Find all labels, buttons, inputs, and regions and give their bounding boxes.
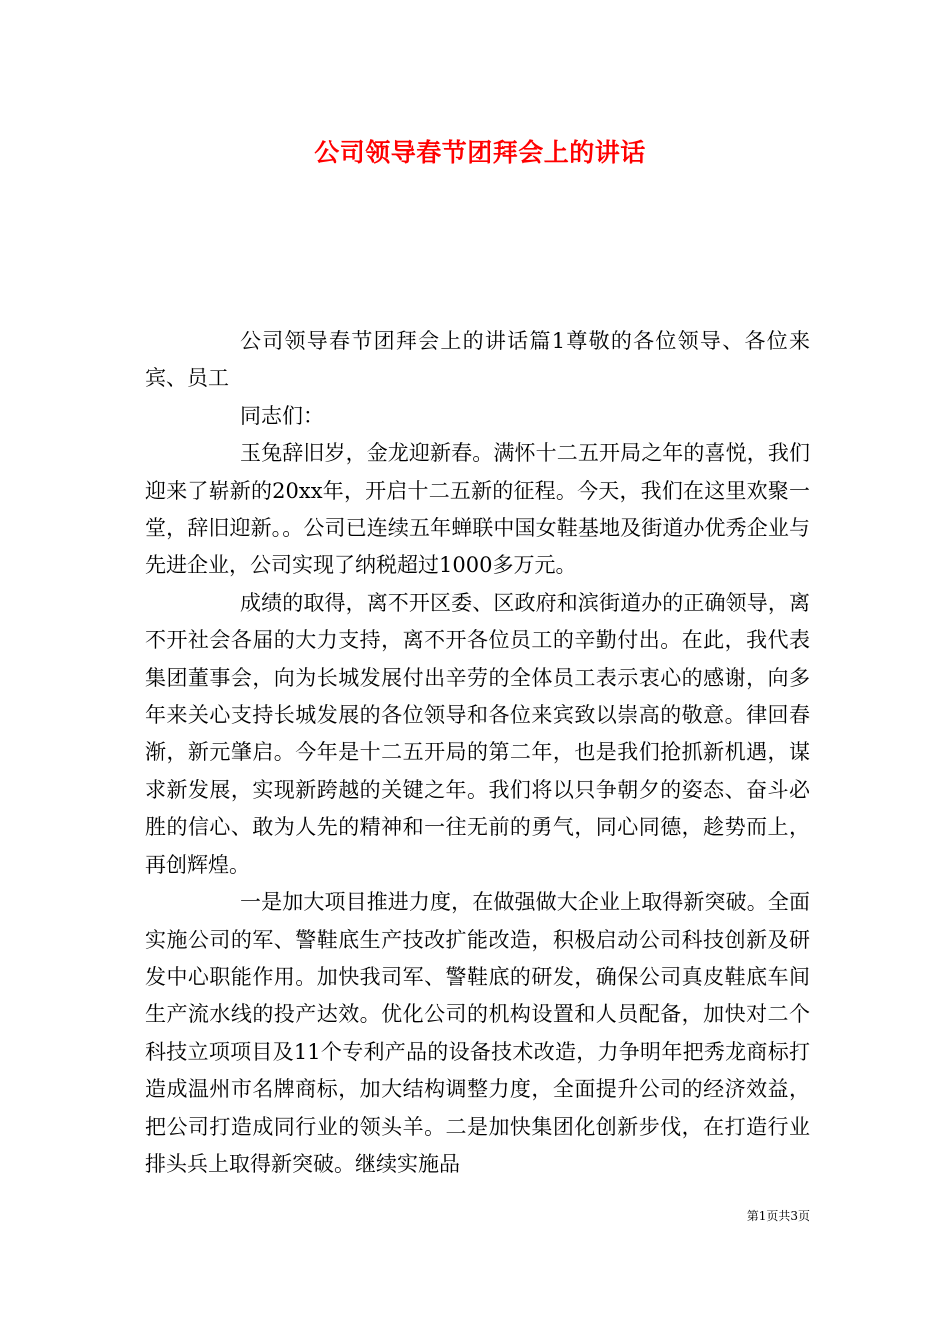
paragraph-4: 成绩的取得，离不开区委、区政府和滨街道办的正确领导，离不开社会各届的大力支持，离不开各位员工的辛勤付出。在此，我代表集团董事会，向为长城发展付出辛劳的全体员工表示衷心的感谢，向多年来关心支持长城发展的各位领导和各位来宾致以崇高的敬意。律回春渐，新元肇启。今年是十二五开局的第二年，也是我们抢抓新机遇，谋求新发展，实现新跨越的关键之年。我们将以只争朝夕的姿态、奋斗必胜的信心、敢为人先的精神和一往无前的勇气，同心同德，趁势而上，再创辉煌。 <box>145 590 810 877</box>
paragraph-2: 同志们： <box>240 403 324 428</box>
paragraph-5: 一是加大项目推进力度，在做强做大企业上取得新突破。全面实施公司的军、警鞋底生产技改扩能改造，积极启动公司科技创新及研发中心职能作用。加快我司军、警鞋底的研发，确保公司真皮鞋底车间生产流水线的投产达效。优化公司的机构设置和人员配备，加快对二个科技立项项目及11个专利产品的设备技术改造，力争明年把秀龙商标打造成温州市名牌商标，加大结构调整力度，全面提升公司的经济效益，把公司打造成同行业的领头羊。二是加快集团化创新步伐，在打造行业排头兵上取得新突破。继续实施品 <box>145 890 810 1176</box>
paragraph-1: 公司领导春节团拜会上的讲话篇1尊敬的各位领导、各位来宾、员工 <box>145 329 810 391</box>
document-body <box>145 323 810 1183</box>
paragraph-3: 玉兔辞旧岁，金龙迎新春。满怀十二五开局之年的喜悦，我们迎来了崭新的20xx年，开启十二五新的征程。今天，我们在这里欢聚一堂，辞旧迎新。。公司已连续五年蝉联中国女鞋基地及街道办优秀企业与先进企业，公司实现了纳税超过1000多万元。 <box>145 441 810 578</box>
document-title: 公司领导春节团拜会上的讲话 <box>314 138 646 167</box>
page-number-footer: 第1页共3页 <box>746 1209 810 1223</box>
